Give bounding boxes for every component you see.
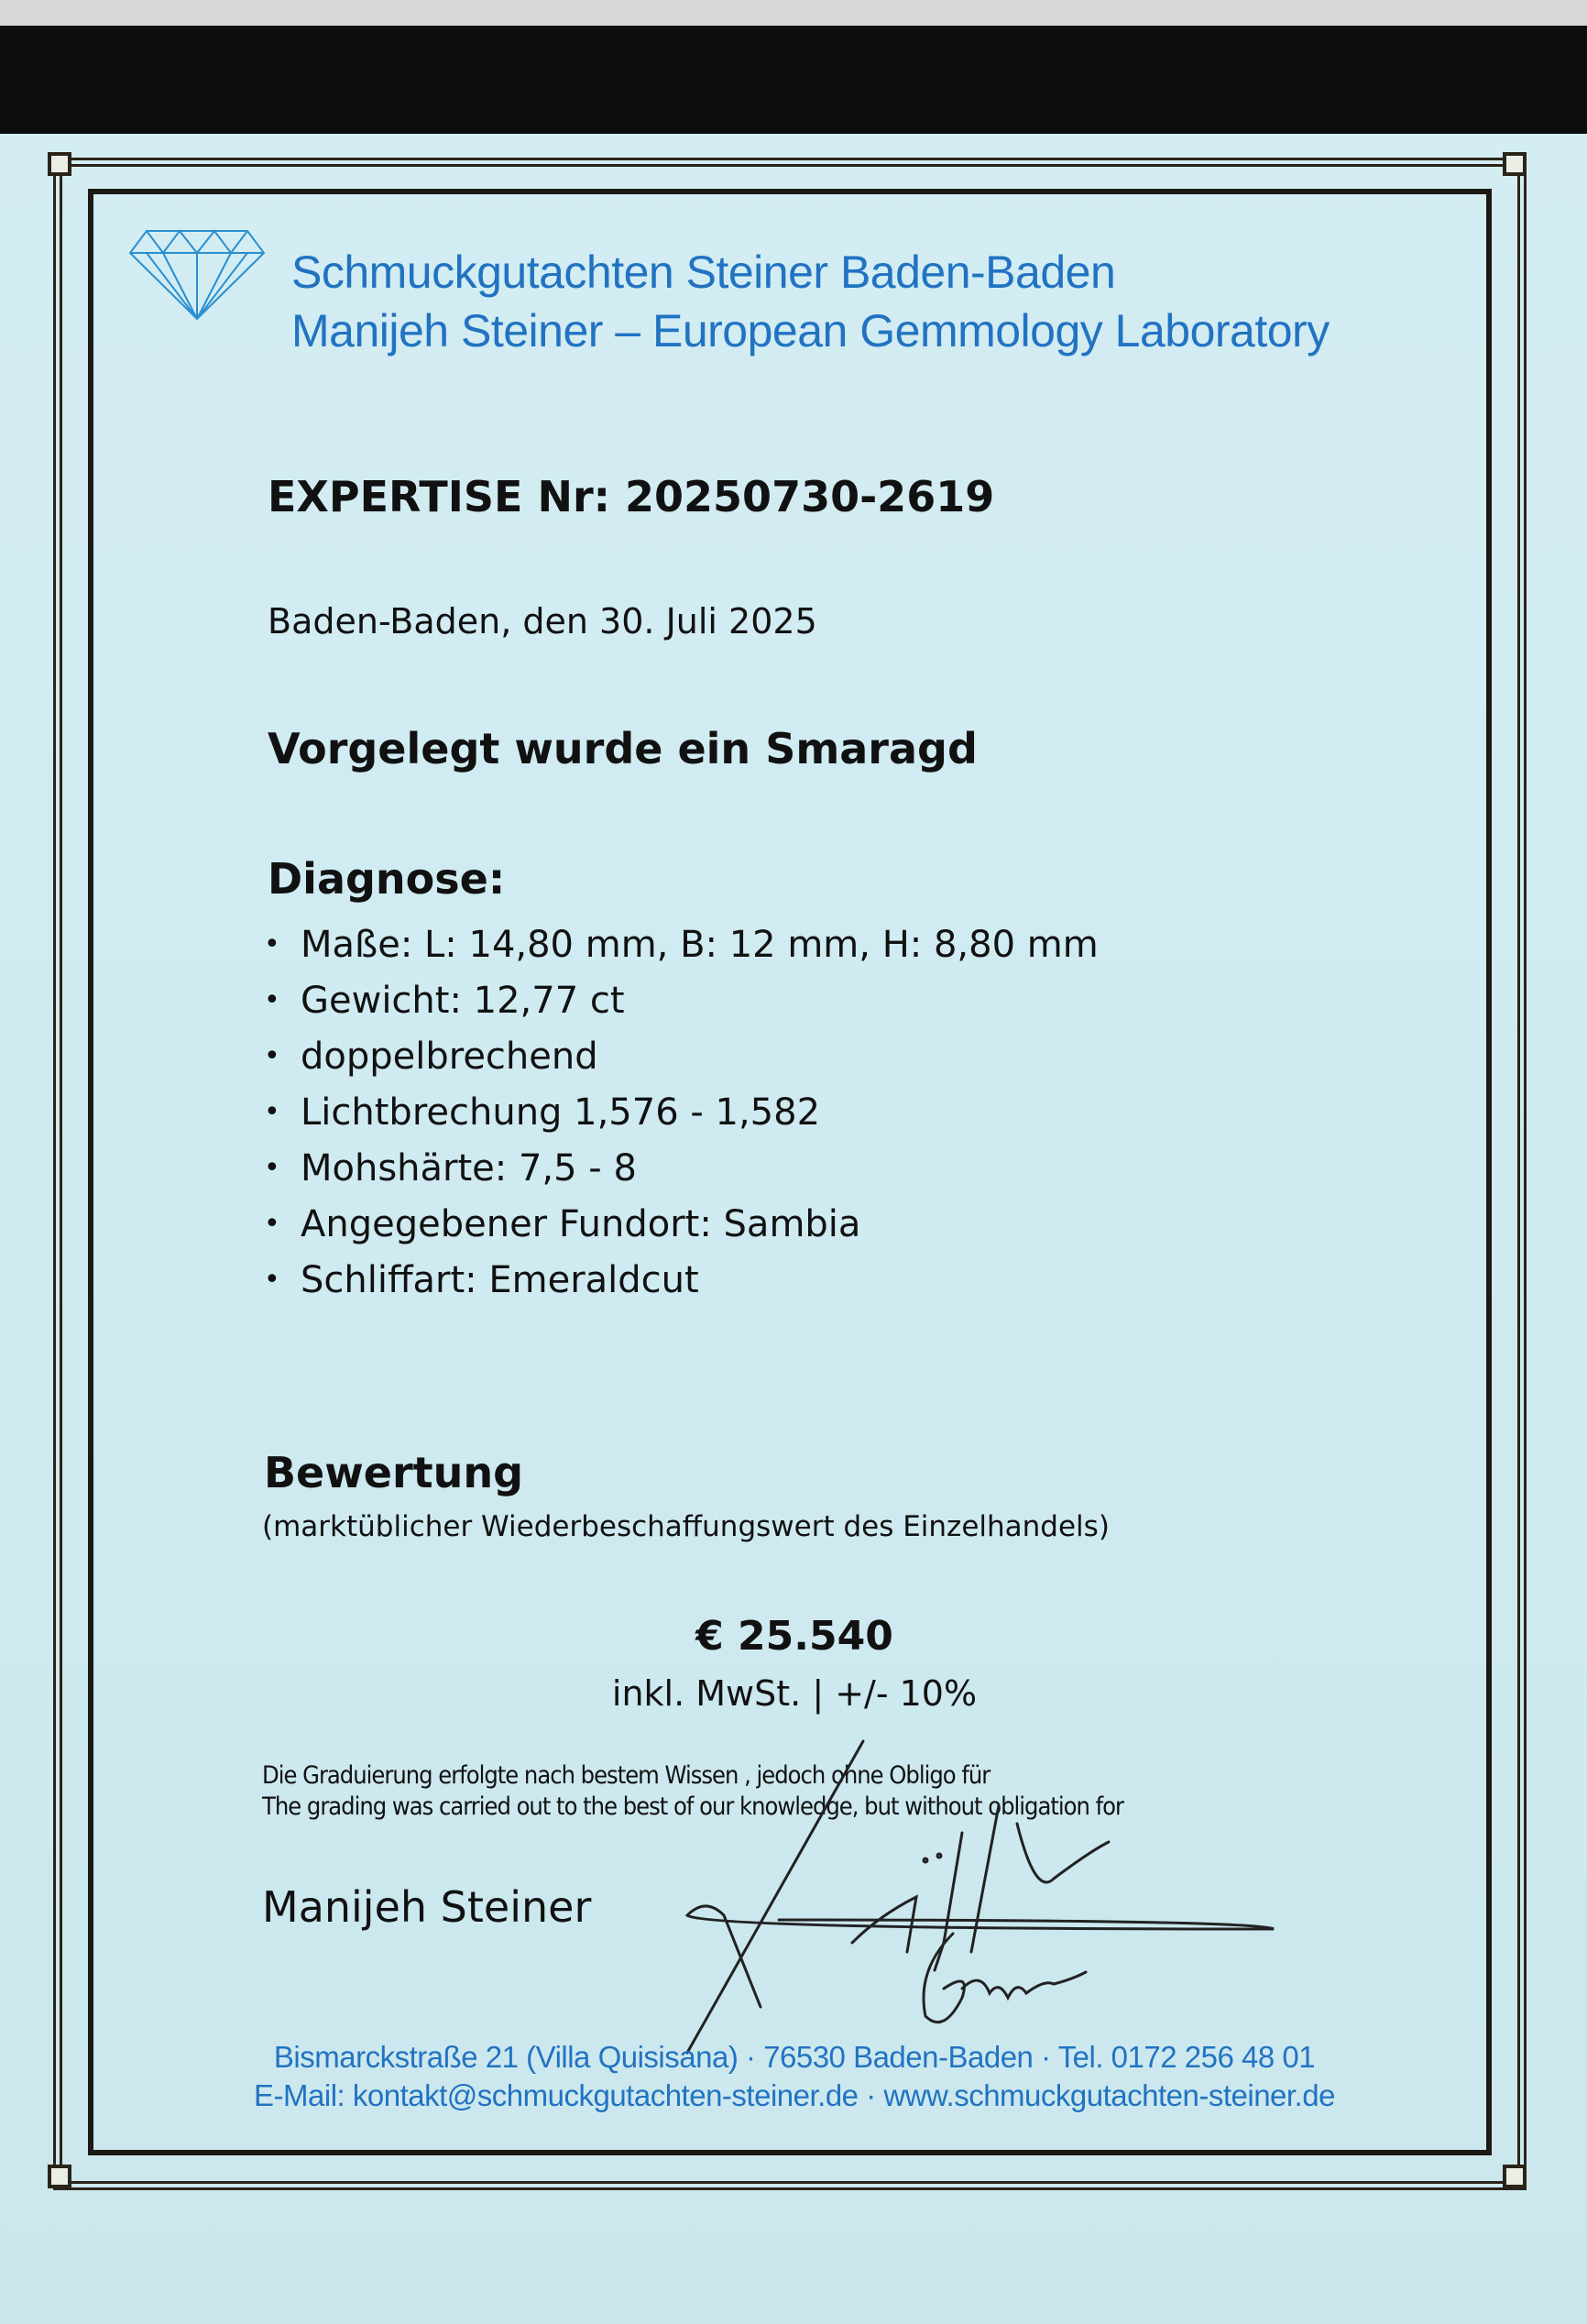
disclaimer-de: Die Graduierung erfolgte nach bestem Wissen , jedoch ohne Obligo für — [262, 1761, 991, 1790]
lab-name: Schmuckgutachten Steiner Baden-Baden — [291, 247, 1116, 298]
disclaimer-en: The grading was carried out to the best of our knowledge, but without obligation for — [262, 1792, 1123, 1821]
frame-corner — [1503, 2165, 1527, 2188]
issue-date: Baden-Baden, den 30. Juli 2025 — [268, 601, 817, 641]
subject-heading: Vorgelegt wurde ein Smaragd — [268, 724, 978, 773]
footer-contact[interactable]: E-Mail: kontakt@schmuckgutachten-steiner.de · www.schmuckgutachten-steiner.de — [254, 2078, 1335, 2112]
tax-note: inkl. MwSt. | +/- 10% — [611, 1673, 978, 1714]
list-item-text: Lichtbrechung 1,576 - 1,582 — [301, 1091, 821, 1134]
list-item-text: Maße: L: 14,80 mm, B: 12 mm, H: 8,80 mm — [301, 923, 1099, 966]
list-item: • Schliffart: Emeraldcut — [264, 1258, 699, 1301]
handwritten-signature — [669, 1732, 1292, 2062]
list-item: • doppelbrechend — [264, 1035, 598, 1078]
valuation-subtitle: (marktüblicher Wiederbeschaffungswert des Einzelhandels) — [262, 1510, 1110, 1543]
list-item-text: Mohshärte: 7,5 - 8 — [301, 1146, 637, 1189]
valuation-price: € 25.540 — [695, 1613, 893, 1660]
frame-corner — [48, 152, 71, 176]
valuation-heading: Bewertung — [264, 1448, 524, 1497]
list-item: • Lichtbrechung 1,576 - 1,582 — [264, 1091, 821, 1134]
list-item-text: Schliffart: Emeraldcut — [301, 1258, 699, 1301]
list-item: • Maße: L: 14,80 mm, B: 12 mm, H: 8,80 mm — [264, 923, 1099, 966]
frame-corner — [48, 2165, 71, 2188]
list-item-text: Gewicht: 12,77 ct — [301, 979, 625, 1022]
list-item: • Angegebener Fundort: Sambia — [264, 1202, 861, 1245]
diamond-icon — [128, 229, 266, 321]
frame-corner — [1503, 152, 1527, 176]
scan-black-band — [0, 26, 1587, 134]
expertise-number: EXPERTISE Nr: 20250730-2619 — [268, 472, 995, 521]
lab-subtitle: Manijeh Steiner – European Gemmology Laboratory — [291, 305, 1330, 356]
footer-address: Bismarckstraße 21 (Villa Quisisana) · 76530 Baden-Baden · Tel. 0172 256 48 01 — [273, 2040, 1316, 2074]
list-item-text: Angegebener Fundort: Sambia — [301, 1202, 861, 1245]
signatory-name: Manijeh Steiner — [262, 1882, 592, 1932]
diagnose-heading: Diagnose: — [268, 854, 506, 904]
list-item: • Gewicht: 12,77 ct — [264, 979, 625, 1022]
list-item-text: doppelbrechend — [301, 1035, 598, 1078]
scan-top-strip — [0, 0, 1587, 26]
diagnose-list — [264, 916, 1099, 1308]
list-item: • Mohshärte: 7,5 - 8 — [264, 1146, 637, 1189]
